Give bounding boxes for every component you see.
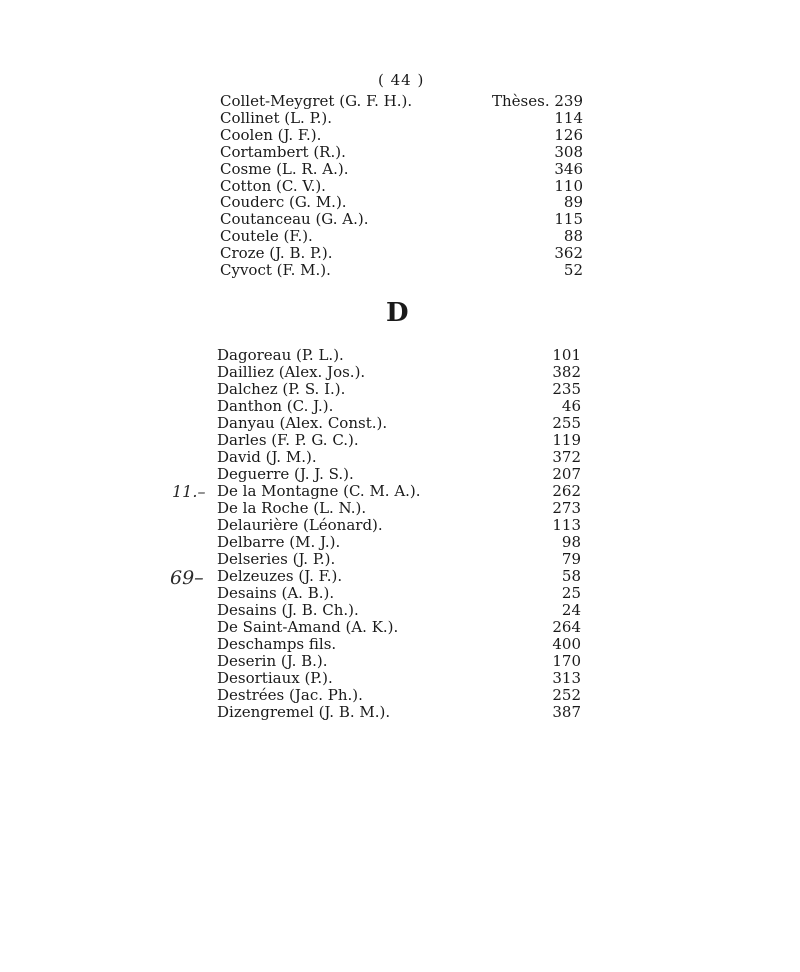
entry-page: 89 [563, 193, 583, 212]
entry-name: Dagoreau (P. L.). [217, 346, 344, 364]
entry-name: Dizengremel (J. B. M.). [217, 703, 391, 721]
index-entry [217, 602, 581, 619]
entry-name: Desains (A. B.). [217, 584, 335, 602]
entry-name: Cortambert (R.). [220, 142, 346, 161]
entry-name: Coutele (F.). [220, 227, 313, 246]
index-entry [220, 93, 583, 110]
page-number: ( 44 ) [378, 71, 425, 89]
index-entry [220, 161, 583, 178]
entry-page: 25 [561, 584, 581, 602]
entry-page: 98 [561, 533, 581, 551]
entry-name: Cosme (L. R. A.). [220, 159, 349, 178]
entry-name: Cotton (C. V.). [220, 176, 326, 195]
index-entry [217, 432, 581, 449]
entry-name: De la Montagne (C. M. A.). [217, 482, 421, 500]
entry-page: 235 [552, 380, 581, 398]
entry-page: 264 [552, 618, 581, 636]
index-entry [217, 704, 581, 721]
index-entry [217, 517, 581, 534]
entry-name: Delbarre (M. J.). [217, 533, 341, 551]
index-entry [217, 483, 581, 500]
index-entry [220, 144, 583, 161]
entry-name: Delaurière (Léonard). [217, 516, 383, 534]
entry-page: 262 [552, 482, 581, 500]
entry-page: 79 [561, 550, 581, 568]
index-entry [217, 653, 581, 670]
section-letter-d: D [386, 298, 409, 328]
index-entry [220, 245, 583, 262]
entry-name: De Saint-Amand (A. K.). [217, 618, 399, 636]
index-entry [217, 687, 581, 704]
index-entry [220, 262, 583, 279]
index-entry [217, 619, 581, 636]
index-entry [217, 636, 581, 653]
entry-name: Desortiaux (P.). [217, 669, 333, 687]
entry-name: Dalchez (P. S. I.). [217, 380, 346, 398]
entry-name: Delseries (J. P.). [217, 550, 336, 568]
entry-name: Darles (F. P. G. C.). [217, 431, 359, 449]
entry-name: Deguerre (J. J. S.). [217, 465, 354, 483]
entry-page: 387 [552, 703, 581, 721]
index-entry [217, 364, 581, 381]
entry-name: Dailliez (Alex. Jos.). [217, 363, 366, 381]
index-entry [220, 194, 583, 211]
entry-page: 400 [552, 635, 581, 653]
index-entry [217, 398, 581, 415]
entry-page: 382 [552, 363, 581, 381]
entry-page: 313 [552, 669, 581, 687]
entry-name: De la Roche (L. N.). [217, 499, 367, 517]
index-entry [217, 568, 581, 585]
entry-page: 362 [554, 244, 583, 263]
index-entry [217, 449, 581, 466]
entry-name: Deschamps fils. [217, 635, 337, 653]
entry-name: Desains (J. B. Ch.). [217, 601, 359, 619]
index-entry [217, 466, 581, 483]
entry-page: 126 [554, 125, 583, 144]
entry-name: Couderc (G. M.). [220, 193, 347, 212]
entry-name: Danthon (C. J.). [217, 397, 334, 415]
handwritten-margin-note: 11.– [172, 482, 206, 501]
entry-page: 273 [552, 499, 581, 517]
index-entry [217, 347, 581, 364]
entry-name: Coolen (J. F.). [220, 125, 322, 144]
entry-page: 115 [554, 210, 583, 229]
index-entry [220, 178, 583, 195]
entry-name: Deserin (J. B.). [217, 652, 328, 670]
index-entry [220, 228, 583, 245]
entry-page: 114 [554, 108, 583, 127]
entry-name: Destrées (Jac. Ph.). [217, 686, 363, 704]
index-entry [220, 110, 583, 127]
entry-page: 308 [554, 142, 583, 161]
entry-page: 113 [552, 516, 581, 534]
index-entry [217, 500, 581, 517]
index-entry [220, 211, 583, 228]
index-entry [217, 670, 581, 687]
entry-page: 252 [552, 686, 581, 704]
entry-page: 346 [554, 159, 583, 178]
entry-page: 58 [561, 567, 581, 585]
entry-page: 88 [563, 227, 583, 246]
index-entry [217, 415, 581, 432]
entry-name: Collinet (L. P.). [220, 108, 333, 127]
entry-name: Danyau (Alex. Const.). [217, 414, 388, 432]
entry-page: 101 [552, 346, 581, 364]
entry-name: Coutanceau (G. A.). [220, 210, 369, 229]
entry-name: Cyvoct (F. M.). [220, 261, 331, 279]
entry-page: 255 [552, 414, 581, 432]
handwritten-margin-note: 69– [170, 567, 204, 589]
entry-page: 110 [554, 176, 583, 195]
entry-name: Croze (J. B. P.). [220, 244, 333, 263]
entry-page: 119 [552, 431, 581, 449]
entry-page: 372 [552, 448, 581, 466]
index-entry [217, 551, 581, 568]
entry-name: David (J. M.). [217, 448, 317, 466]
entry-page: 170 [552, 652, 581, 670]
index-entry [220, 127, 583, 144]
entry-page: 46 [561, 397, 581, 415]
entry-page: 24 [561, 601, 581, 619]
index-entry [217, 381, 581, 398]
index-entry [217, 534, 581, 551]
entry-page: 207 [552, 465, 581, 483]
entry-page: 52 [563, 261, 583, 279]
entry-name: Delzeuzes (J. F.). [217, 567, 343, 585]
entry-page: Thèses. 239 [492, 92, 583, 110]
entry-name: Collet-Meygret (G. F. H.). [220, 92, 413, 110]
index-entry [217, 585, 581, 602]
